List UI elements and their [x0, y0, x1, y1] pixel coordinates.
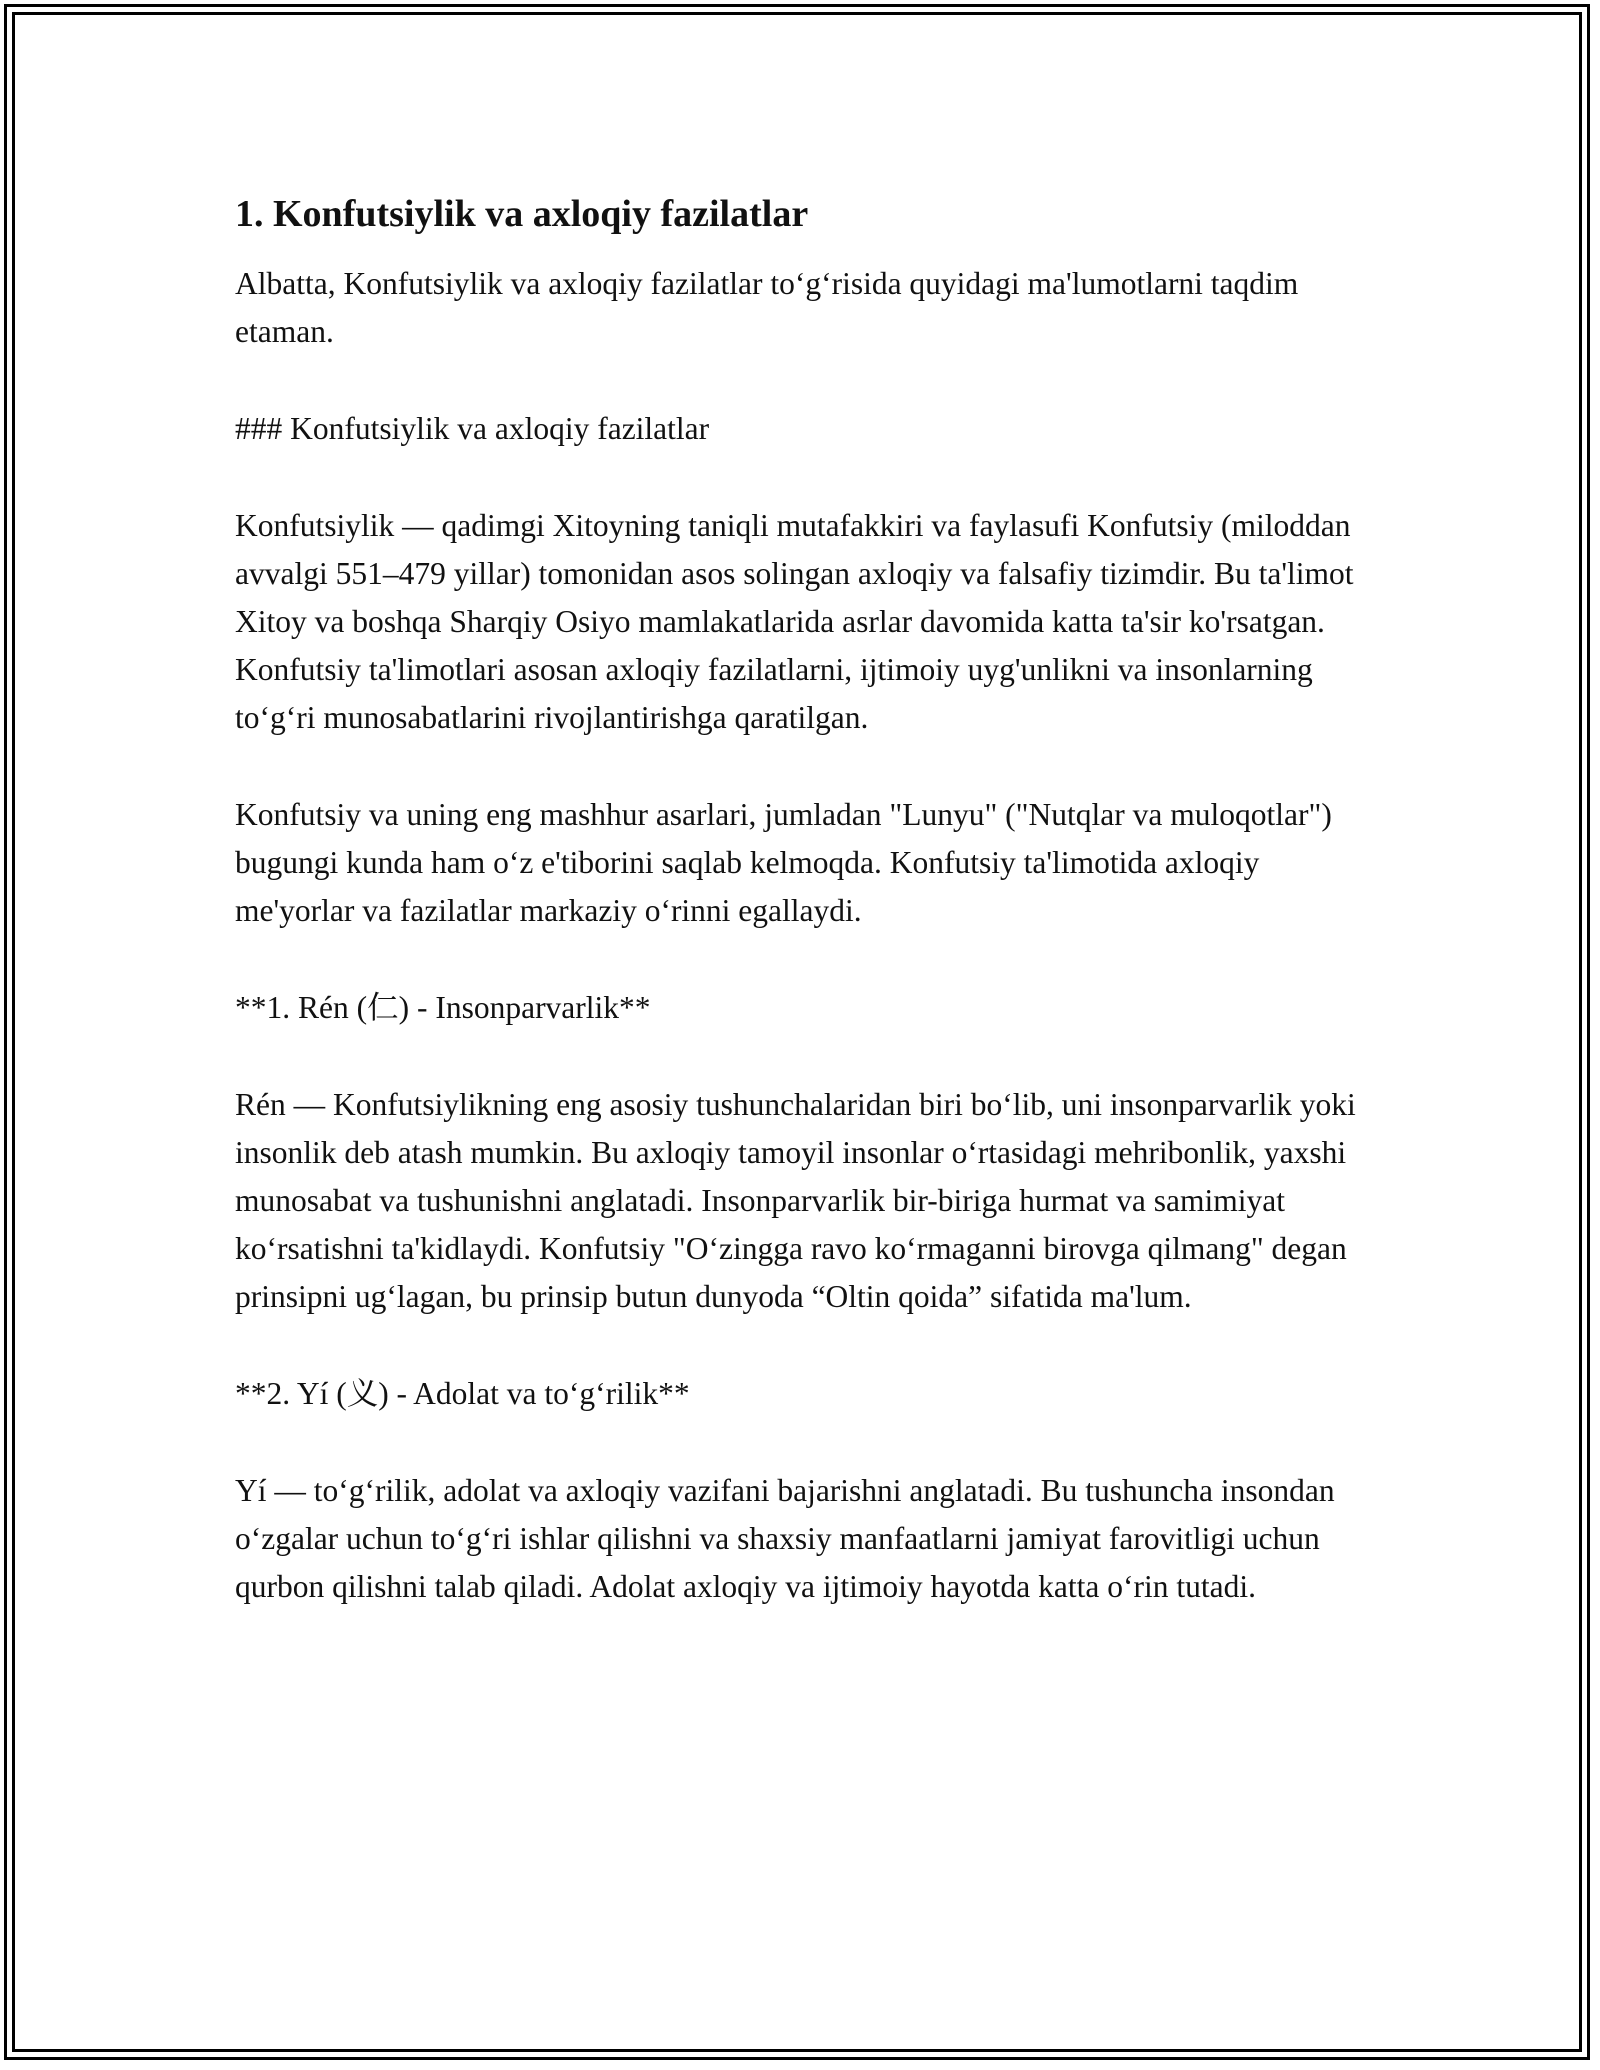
- body-paragraph: Konfutsiylik — qadimgi Xitoyning taniqli mutafakkiri va faylasufi Konfutsiy (miloddan avvalgi 551–479 yillar) tomonidan asos solingan axloqiy va falsafiy tizimdir. Bu ta'limot Xitoy va boshqa Sharqiy Osiyo mamlakatlarida asrlar davomida katta ta'sir ko'rsatgan. Konfutsiy ta'limotlari asosan axloqiy fazilatlarni, ijtimoiy uyg'unlikni va insonlarning to‘g‘ri munosabatlarini rivojlantirishga qaratilgan.: [235, 508, 1354, 735]
- document-title: 1. Konfutsiylik va axloqiy fazilatlar: [235, 193, 809, 235]
- document-body: [235, 188, 1370, 1660]
- body-paragraph: Konfutsiy va uning eng mashhur asarlari, jumladan "Lunyu" ("Nutqlar va muloqotlar") bugungi kunda ham o‘z e'tiborini saqlab kelmoqda. Konfutsiy ta'limotida axloqiy me'yorlar va fazilatlar markaziy o‘rinni egallaydi.: [235, 797, 1332, 928]
- section-heading-yi: **2. Yí (义) - Adolat va to‘g‘rilik**: [235, 1376, 690, 1411]
- body-paragraph: Rén — Konfutsiylikning eng asosiy tushunchalaridan biri bo‘lib, uni insonparvarlik yoki insonlik deb atash mumkin. Bu axloqiy tamoyil insonlar o‘rtasidagi mehribonlik, yaxshi munosabat va tushunishni anglatadi. Insonparvarlik bir-biriga hurmat va samimiyat ko‘rsatishni ta'kidlaydi. Konfutsiy "O‘zingga ravo ko‘rmaganni birovga qilmang" degan prinsipni ug‘lagan, bu prinsip butun dunyoda “Oltin qoida” sifatida ma'lum.: [235, 1087, 1356, 1314]
- markdown-heading-line: ### Konfutsiylik va axloqiy fazilatlar: [235, 411, 710, 446]
- section-heading-ren: **1. Rén (仁) - Insonparvarlik**: [235, 990, 651, 1025]
- body-paragraph: Yí — to‘g‘rilik, adolat va axloqiy vazifani bajarishni anglatadi. Bu tushuncha insondan o‘zgalar uchun to‘g‘ri ishlar qilishni va shaxsiy manfaatlarni jamiyat farovitligi uchun qurbon qilishni talab qiladi. Adolat axloqiy va ijtimoiy hayotda katta o‘rin tutadi.: [235, 1473, 1335, 1604]
- intro-paragraph: Albatta, Konfutsiylik va axloqiy fazilatlar to‘g‘risida quyidagi ma'lumotlarni taqdim etaman.: [235, 266, 1299, 349]
